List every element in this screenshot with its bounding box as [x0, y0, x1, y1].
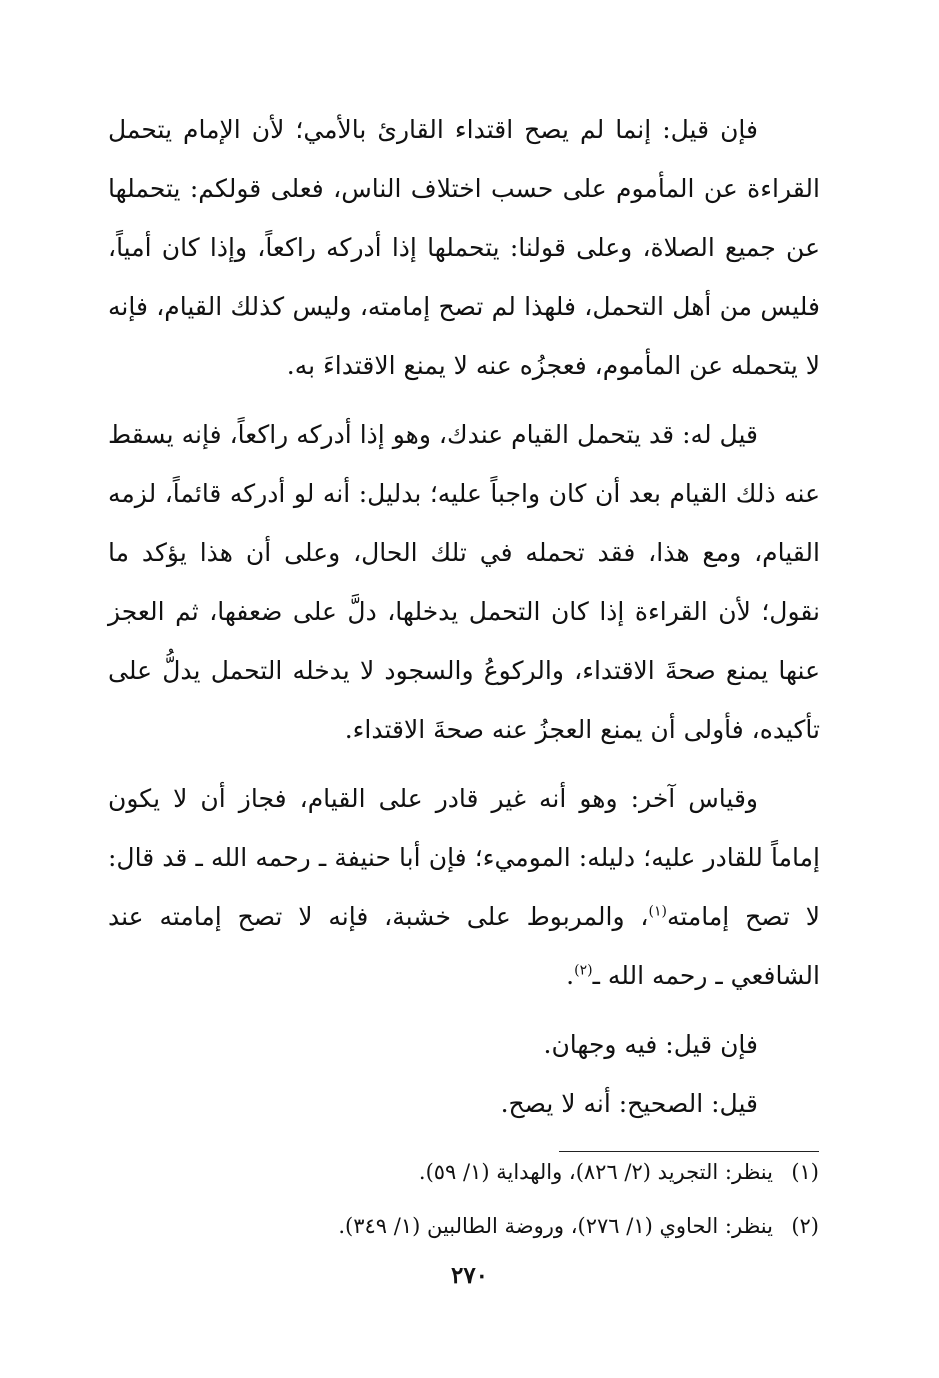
paragraph-4: فإن قيل: فيه وجهان.: [543, 1030, 758, 1059]
paragraph-3-text-middle: ، والمربوط على خشبة، فإنه لا تصح إمامته عند الشافعي ـ رحمه الله ـ: [108, 902, 820, 990]
footnote-number: (٢): [791, 1214, 819, 1238]
main-text: [108, 100, 820, 1133]
footnote-number: (١): [791, 1160, 819, 1184]
footnote-text: ينظر: الحاوي (١/ ٢٧٦)، وروضة الطالبين (١/ ٣٤٩).: [338, 1214, 773, 1238]
paragraph-1: فإن قيل: إنما لم يصح اقتداء القارئ بالأمي؛ لأن الإمام يتحمل القراءة عن المأموم على حسب اختلاف الناس، فعلى قولكم: يتحملها عن جميع الصلاة، وعلى قولنا: يتحملها إذا أدركه راكعاً، وإذا كان أمياً، فليس من أهل التحمل، فلهذا لم تصح إمامته، وليس كذلك القيام، فإنه لا يتحمله عن المأموم، فعجزُه عنه لا يمنع الاقتداءَ به.: [108, 115, 820, 380]
footnote-text: ينظر: التجريد (٢/ ٨٢٦)، والهداية (١/ ٥٩).: [418, 1160, 773, 1184]
paragraph-3-text-after: .: [566, 961, 575, 990]
footnote-ref-2: (٢): [574, 962, 593, 979]
paragraph-3-text-before: وقياس آخر: وهو أنه غير قادر على القيام، فجاز أن لا يكون إماماً للقادر عليه؛ دليله: الموميء؛ فإن أبا حنيفة ـ رحمه الله ـ قد قال: لا تصح إمامته: [108, 784, 820, 931]
footnote-2: [259, 1199, 819, 1253]
page-number: ٢٧٠: [450, 1262, 489, 1289]
paragraph-3: [108, 769, 820, 1005]
footnote-1: [259, 1145, 819, 1199]
paragraph-2: قيل له: قد يتحمل القيام عندك، وهو إذا أدركه راكعاً، فإنه يسقط عنه ذلك القيام بعد أن كان واجباً عليه؛ بدليل: أنه لو أدركه قائماً، لزمه القيام، ومع هذا، فقد تحمله في تلك الحال، وعلى أن هذا يؤكد ما نقول؛ لأن القراءة إذا كان التحمل يدخلها، دلَّ على ضعفها، ثم العجز عنها يمنع صحةَ الاقتداء، والركوعُ والسجود لا يدخله التحمل يدلُّ على تأكيده، فأولى أن يمنع العجزُ عنه صحةَ الاقتداء.: [108, 420, 820, 744]
footnote-ref-1: (١): [648, 903, 667, 920]
footnotes: [259, 1145, 819, 1253]
paragraph-5: قيل: الصحيح: أنه لا يصح.: [500, 1089, 758, 1118]
